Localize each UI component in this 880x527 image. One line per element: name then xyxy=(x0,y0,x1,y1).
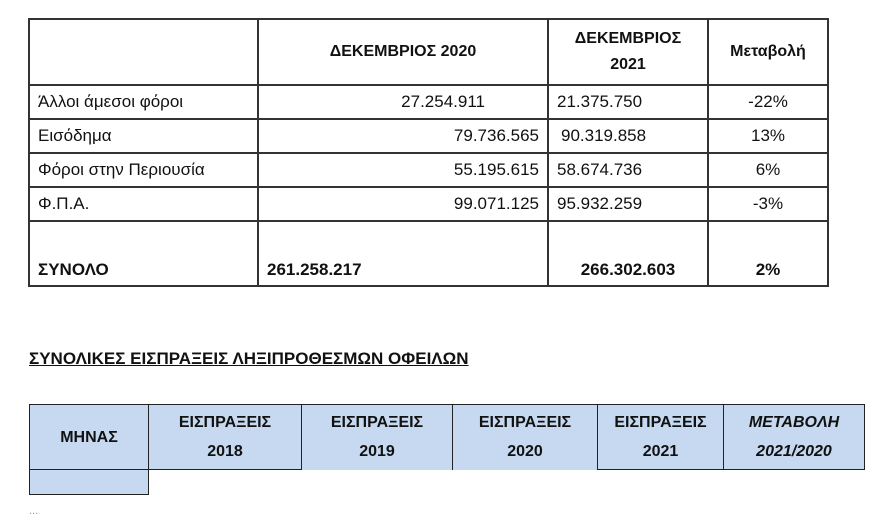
table-header-row xyxy=(30,405,865,470)
row-label: Άλλοι άμεσοι φόροι xyxy=(29,85,258,119)
total-change: 2% xyxy=(708,221,828,286)
header-collections-2020: ΕΙΣΠΡΑΞΕΙΣ 2020 xyxy=(453,405,598,470)
header-dec-2021: ΔΕΚΕΜΒΡΙΟΣ 2021 xyxy=(548,19,708,85)
month-cell xyxy=(30,470,149,495)
value-2021: 58.674.736 xyxy=(548,153,708,187)
table-row xyxy=(29,85,828,119)
value-2021: 90.319.858 xyxy=(548,119,708,153)
header-collections-2021: ΕΙΣΠΡΑΞΕΙΣ 2021 xyxy=(598,405,724,470)
total-row xyxy=(29,221,828,286)
table-row xyxy=(29,187,828,221)
value-2020: 99.071.125 xyxy=(258,187,548,221)
table-header-row xyxy=(29,19,828,85)
tax-revenue-table xyxy=(28,18,829,287)
value-2021: 95.932.259 xyxy=(548,187,708,221)
table-row xyxy=(29,153,828,187)
header-change: Μεταβολή xyxy=(708,19,828,85)
change-value: -22% xyxy=(708,85,828,119)
change-value: 13% xyxy=(708,119,828,153)
section-heading: ΣΥΝΟΛΙΚΕΣ ΕΙΣΠΡΑΞΕΙΣ ΛΗΞΙΠΡΟΘΕΣΜΩΝ ΟΦΕΙΛΩΝ xyxy=(29,349,469,368)
table-row xyxy=(29,119,828,153)
value-2021: 21.375.750 xyxy=(548,85,708,119)
empty-cells xyxy=(149,470,865,495)
header-empty xyxy=(29,19,258,85)
ellipsis-text: ... xyxy=(29,505,39,517)
value-2020: 27.254.911 xyxy=(258,85,548,119)
row-label: Φόροι στην Περιουσία xyxy=(29,153,258,187)
header-month: ΜΗΝΑΣ xyxy=(30,405,149,470)
value-2020: 79.736.565 xyxy=(258,119,548,153)
total-2021: 266.302.603 xyxy=(548,221,708,286)
change-value: 6% xyxy=(708,153,828,187)
header-dec-2020: ΔΕΚΕΜΒΡΙΟΣ 2020 xyxy=(258,19,548,85)
table-row xyxy=(30,470,865,495)
header-collections-2019: ΕΙΣΠΡΑΞΕΙΣ 2019 xyxy=(302,405,453,470)
header-collections-2018: ΕΙΣΠΡΑΞΕΙΣ 2018 xyxy=(149,405,302,470)
change-value: -3% xyxy=(708,187,828,221)
overdue-collections-table xyxy=(29,404,865,495)
value-2020: 55.195.615 xyxy=(258,153,548,187)
row-label: Φ.Π.Α. xyxy=(29,187,258,221)
total-label: ΣΥΝΟΛΟ xyxy=(29,221,258,286)
total-2020: 261.258.217 xyxy=(258,221,548,286)
row-label: Εισόδημα xyxy=(29,119,258,153)
header-change-2021-2020: ΜΕΤΑΒΟΛΗ 2021/2020 xyxy=(724,405,865,470)
